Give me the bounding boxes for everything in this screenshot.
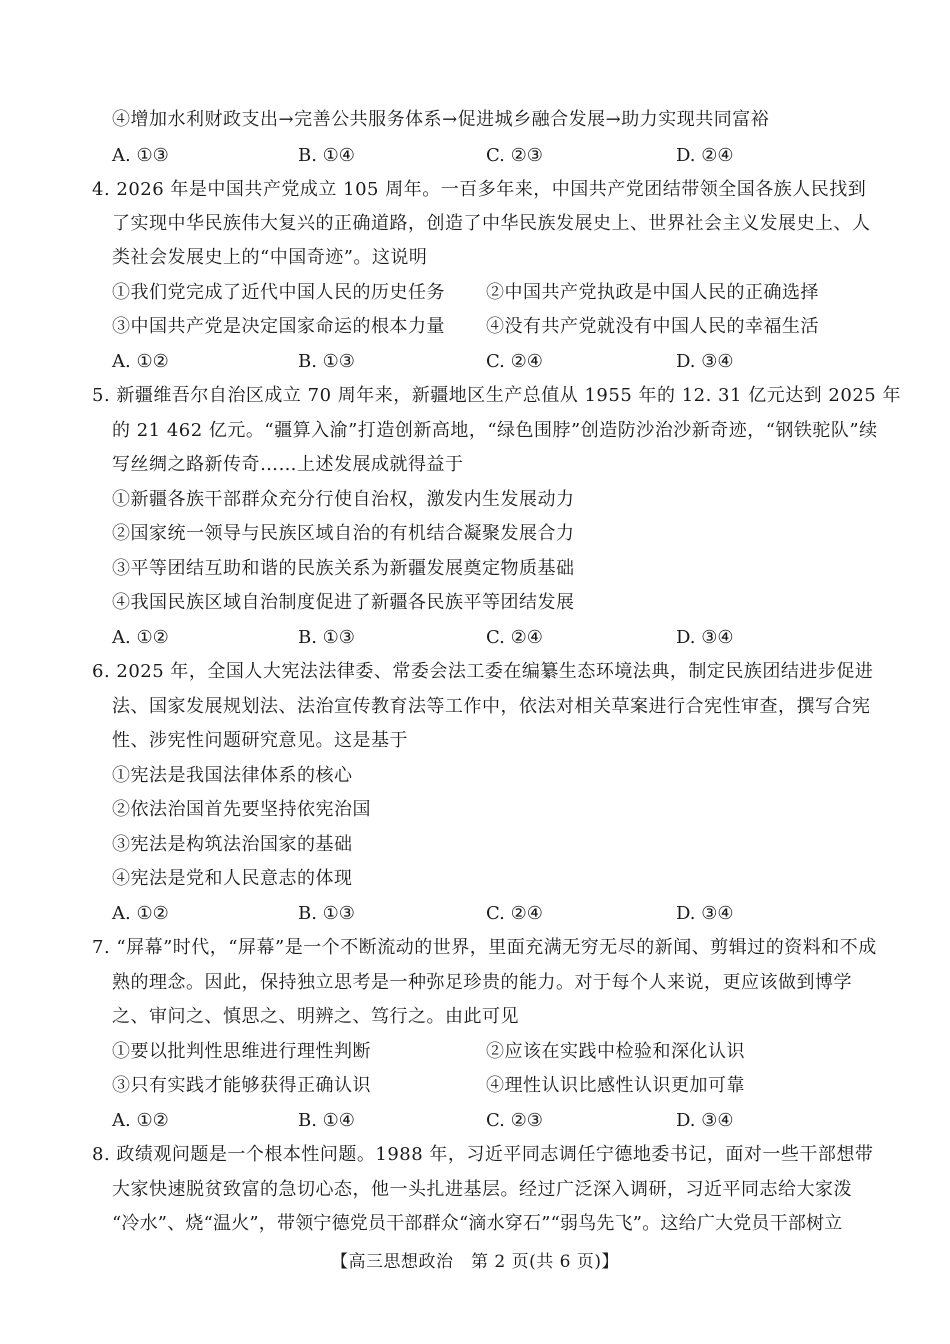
q7-option-d: D. ③④ bbox=[676, 1110, 734, 1131]
q5-item-3: ③平等团结互助和谐的民族关系为新疆发展奠定物质基础 bbox=[112, 558, 575, 579]
q8-stem-line-2: 大家快速脱贫致富的急切心态，他一头扎进基层。经过广泛深入调研，习近平同志给大家泼 bbox=[112, 1179, 852, 1200]
q3-option-c: C. ②③ bbox=[486, 145, 543, 166]
q6-item-2: ②依法治国首先要坚持依宪治国 bbox=[112, 799, 371, 820]
q5-option-c: C. ②④ bbox=[486, 627, 543, 648]
q5-stem-line-1: 5. 新疆维吾尔自治区成立 70 周年来，新疆地区生产总值从 1955 年的 12. 31 亿元达到 2025 年 bbox=[92, 385, 901, 406]
q6-item-3: ③宪法是构筑法治国家的基础 bbox=[112, 834, 353, 855]
q7-item-2: ②应该在实践中检验和深化认识 bbox=[486, 1041, 745, 1062]
q6-item-4: ④宪法是党和人民意志的体现 bbox=[112, 868, 353, 889]
q5-option-a: A. ①② bbox=[112, 627, 169, 648]
q5-option-b: B. ①③ bbox=[298, 627, 355, 648]
q6-item-1: ①宪法是我国法律体系的核心 bbox=[112, 765, 353, 786]
q4-items-row-2 bbox=[112, 315, 852, 339]
page-footer: 【高三思想政治 第 2 页(共 6 页)】 bbox=[330, 1252, 619, 1272]
q5-stem-line-2: 的 21 462 亿元。“疆算入渝”打造创新高地，“绿色围脖”创造防沙治沙新奇迹，“钢铁驼队”续 bbox=[112, 420, 878, 441]
q7-items-row-2 bbox=[112, 1074, 852, 1098]
q6-stem-line-1: 6. 2025 年，全国人大宪法法律委、常委会法工委在编纂生态环境法典，制定民族团结进步促进 bbox=[92, 661, 874, 682]
q5-options bbox=[112, 626, 852, 650]
q4-item-3: ③中国共产党是决定国家命运的根本力量 bbox=[112, 316, 445, 337]
q4-stem-line-3: 类社会发展史上的“中国奇迹”。这说明 bbox=[112, 247, 428, 268]
q6-option-d: D. ③④ bbox=[676, 903, 734, 924]
q4-item-1: ①我们党完成了近代中国人民的历史任务 bbox=[112, 282, 445, 303]
q7-item-4: ④理性认识比感性认识更加可靠 bbox=[486, 1075, 745, 1096]
q5-item-1: ①新疆各族干部群众充分行使自治权，激发内生发展动力 bbox=[112, 489, 575, 510]
q6-option-c: C. ②④ bbox=[486, 903, 543, 924]
q4-stem-line-1: 4. 2026 年是中国共产党成立 105 周年。一百多年来，中国共产党团结带领全国各族人民找到 bbox=[92, 179, 867, 200]
q4-option-a: A. ①② bbox=[112, 351, 169, 372]
q7-option-a: A. ①② bbox=[112, 1110, 169, 1131]
q7-option-b: B. ①④ bbox=[298, 1110, 355, 1131]
q3-option-b: B. ①④ bbox=[298, 145, 355, 166]
q3-item-4: ④增加水利财政支出→完善公共服务体系→促进城乡融合发展→助力实现共同富裕 bbox=[112, 109, 770, 130]
q6-option-b: B. ①③ bbox=[298, 903, 355, 924]
q6-options bbox=[112, 902, 852, 926]
q6-stem-line-3: 性、涉宪性问题研究意见。这是基于 bbox=[112, 730, 408, 751]
q4-option-d: D. ③④ bbox=[676, 351, 734, 372]
q7-item-1: ①要以批判性思维进行理性判断 bbox=[112, 1041, 371, 1062]
q8-stem-line-3: “冷水”、烧“温火”，带领宁德党员干部群众“滴水穿石”“弱鸟先飞”。这给广大党员干部树立 bbox=[112, 1213, 843, 1234]
q5-option-d: D. ③④ bbox=[676, 627, 734, 648]
q7-items-row-1 bbox=[112, 1040, 852, 1064]
q5-stem-line-3: 写丝绸之路新传奇……上述发展成就得益于 bbox=[112, 454, 464, 475]
q5-item-2: ②国家统一领导与民族区域自治的有机结合凝聚发展合力 bbox=[112, 523, 575, 544]
q7-stem-line-1: 7. “屏幕”时代，“屏幕”是一个不断流动的世界，里面充满无穷无尽的新闻、剪辑过的资料和不成 bbox=[92, 937, 877, 958]
q4-stem-line-2: 了实现中华民族伟大复兴的正确道路，创造了中华民族发展史上、世界社会主义发展史上、人 bbox=[112, 213, 871, 234]
q7-option-c: C. ②③ bbox=[486, 1110, 543, 1131]
q6-stem-line-2: 法、国家发展规划法、法治宣传教育法等工作中，依法对相关草案进行合宪性审查，撰写合宪 bbox=[112, 696, 871, 717]
q3-option-d: D. ②④ bbox=[676, 145, 734, 166]
q7-stem-line-2: 熟的理念。因此，保持独立思考是一种弥足珍贵的能力。对于每个人来说，更应该做到博学 bbox=[112, 972, 852, 993]
q4-item-4: ④没有共产党就没有中国人民的幸福生活 bbox=[486, 316, 819, 337]
q3-option-a: A. ①③ bbox=[112, 145, 169, 166]
q5-item-4: ④我国民族区域自治制度促进了新疆各民族平等团结发展 bbox=[112, 592, 575, 613]
q4-items-row-1 bbox=[112, 281, 852, 305]
q8-stem-line-1: 8. 政绩观问题是一个根本性问题。1988 年，习近平同志调任宁德地委书记，面对一些干部想带 bbox=[92, 1144, 874, 1165]
q3-options bbox=[112, 144, 852, 168]
q6-option-a: A. ①② bbox=[112, 903, 169, 924]
q7-options bbox=[112, 1109, 852, 1133]
q4-option-b: B. ①③ bbox=[298, 351, 355, 372]
q7-item-3: ③只有实践才能够获得正确认识 bbox=[112, 1075, 371, 1096]
q7-stem-line-3: 之、审问之、慎思之、明辨之、笃行之。由此可见 bbox=[112, 1006, 519, 1027]
q4-item-2: ②中国共产党执政是中国人民的正确选择 bbox=[486, 282, 819, 303]
q4-options bbox=[112, 350, 852, 374]
q4-option-c: C. ②④ bbox=[486, 351, 543, 372]
